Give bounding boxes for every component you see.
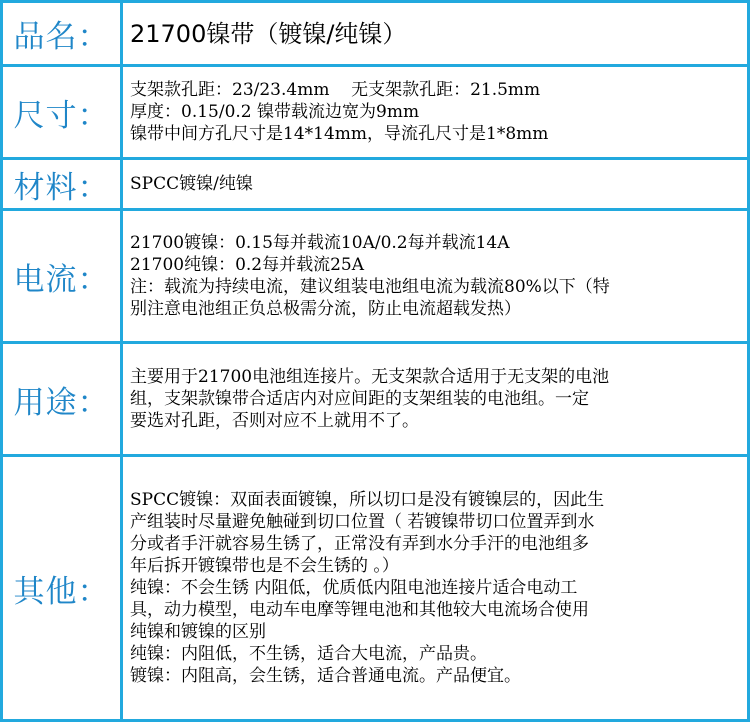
other-line: 纯镍：不会生锈 内阻低，优质低内阻电池连接片适合电动工 [130, 578, 578, 598]
other-line: SPCC镀镍：双面表面镀镍，所以切口是没有镀镍层的，因此生 [130, 490, 605, 510]
label-usage: 用途： [13, 384, 110, 421]
content-size [130, 67, 742, 157]
content-name [130, 3, 742, 64]
content-other [130, 457, 742, 719]
content-usage [130, 344, 742, 454]
size-line: 镍带中间方孔尺寸是14*14mm，导流孔尺寸是1*8mm [130, 124, 549, 144]
content-material [130, 160, 742, 208]
usage-line: 主要用于21700电池组连接片。无支架款合适用于无支架的电池 [130, 367, 610, 387]
label-name: 品名： [13, 19, 110, 55]
column-divider [120, 0, 123, 722]
usage-line: 要选对孔距，否则对应不上就用不了。 [130, 411, 419, 431]
label-size: 尺寸： [13, 97, 110, 134]
other-line: 纯镍和镀镍的区别 [130, 622, 266, 642]
other-line: 产组装时尽量避免触碰到切口位置（ 若镀镍带切口位置弄到水 [130, 512, 595, 532]
label-current: 电流： [13, 261, 110, 298]
size-line: 支架款孔距：23/23.4mm 无支架款孔距：21.5mm [130, 80, 541, 100]
current-line: 21700纯镍：0.2每并载流25A [130, 255, 365, 275]
content-current [130, 211, 742, 341]
other-line: 镀镍：内阻高，会生锈，适合普通电流。产品便宜。 [130, 666, 521, 686]
label-other: 其他： [13, 573, 110, 610]
size-line: 厚度：0.15/0.2 镍带载流边宽为9mm [130, 102, 420, 122]
usage-line: 组，支架款镍带合适店内对应间距的支架组装的电池组。一定 [130, 389, 589, 409]
other-line: 具，动力模型，电动车电摩等锂电池和其他较大电流场合使用 [130, 600, 589, 620]
current-line: 别注意电池组正负总极需分流，防止电流超载发热） [130, 299, 521, 319]
current-line: 21700镀镍：0.15每并载流10A/0.2每并载流14A [130, 233, 510, 253]
other-line: 纯镍：内阻低，不生锈，适合大电流，产品贵。 [130, 644, 487, 664]
other-line: 年后拆开镀镍带也是不会生锈的 。） [130, 556, 399, 576]
current-line: 注：载流为持续电流，建议组装电池组电流为载流80%以下（特 [130, 277, 610, 297]
material-line: SPCC镀镍/纯镍 [130, 174, 253, 194]
other-line: 分或者手汗就容易生锈了，正常没有弄到水分手汗的电池组多 [130, 534, 589, 554]
product-name: 21700镍带（镀镍/纯镍） [130, 19, 407, 48]
label-material: 材料： [13, 169, 110, 206]
